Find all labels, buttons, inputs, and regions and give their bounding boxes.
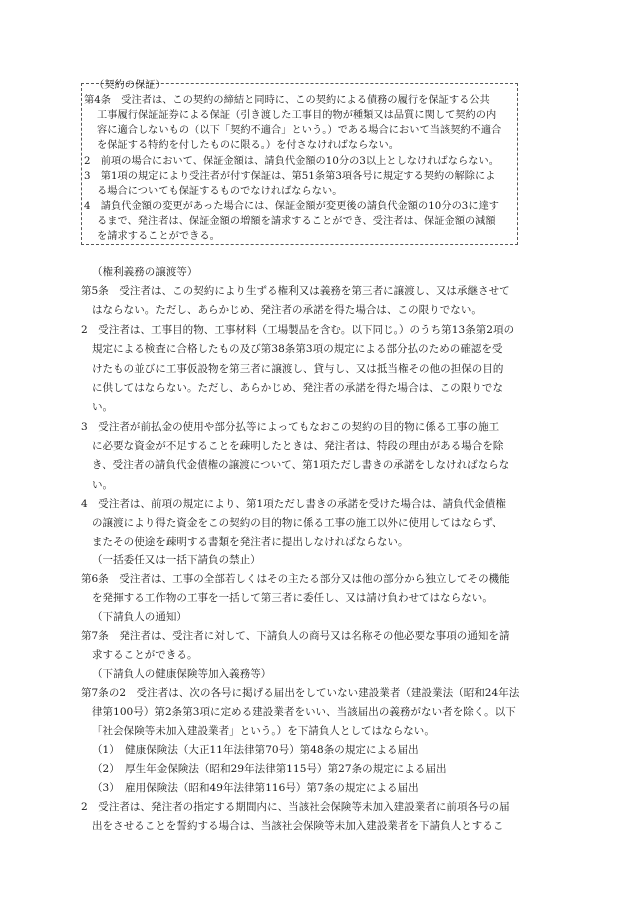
body-line: 「社会保険等未加入建設業者」という。）を下請負人としてはならない。 — [92, 725, 435, 737]
section-heading: （一括委任又は一括下請負の禁止） — [92, 554, 261, 566]
article-4-line: 3 第1項の規定により受注者が付す保証は、第51条第3項各号に規定する契約の解除によ — [84, 171, 496, 182]
article-4-line: る場合についても保証するものでなければならない。 — [97, 186, 343, 197]
body-line: き、受注者の請負代金債権の譲渡について、第1項ただし書きの承諾をしなければならな — [92, 459, 510, 471]
article-4-line: を保証する特約を付したものに限る。）を付さなければならない。 — [97, 140, 400, 151]
body-line: 求することができる。 — [92, 649, 198, 661]
body-line: 第5条 受注者は、この契約により生ずる権利又は義務を第三者に譲渡し、又は承継させて — [81, 285, 510, 297]
body-line: い。 — [92, 479, 114, 491]
body-line: またその使途を疎明する書類を発注者に提出しなければならない。 — [92, 536, 409, 548]
section-heading: （契約の保証） — [94, 80, 166, 91]
list-item: （2） 厚生年金保険法（昭和29年法律第115号）第27条の規定による届出 — [92, 763, 447, 775]
body-line: 第7条の2 受注者は、次の各号に掲げる届出をしていない建設業者（建設業法（昭和24年法 — [81, 687, 520, 699]
body-line: 律第100号）第2条第3項に定める建設業者をいい、当該届出の義務がない者を除く。以下 — [92, 706, 516, 718]
body-line: 4 受注者は、前項の規定により、第1項ただし書きの承諾を受けた場合は、請負代金債権 — [81, 498, 506, 510]
article-4-line: 第4条 受注者は、この契約の締結と同時に、この契約による債務の履行を保証する公共 — [84, 95, 490, 106]
body-line: 2 受注者は、発注者の指定する期間内に、当該社会保険等未加入建設業者に前項各号の届 — [81, 801, 510, 813]
article-4-line: るまで、発注者は、保証金額の増額を請求することができ、受注者は、保証金額の減額 — [97, 216, 496, 227]
body-line: に必要な資金が不足することを疎明したときは、発注者は、特段の理由がある場合を除 — [92, 440, 504, 452]
list-item: （3） 雇用保険法（昭和49年法律第116号）第7条の規定による届出 — [92, 782, 419, 794]
body-line: けたもの並びに工事仮設物を第三者に譲渡し、貸与し、又は抵当権その他の担保の目的 — [92, 363, 504, 375]
section-heading: （権利義務の譲渡等） — [92, 266, 198, 278]
body-line: に供してはならない。ただし、あらかじめ、発注者の承諾を得た場合は、この限りでな — [92, 382, 504, 394]
body-line: 第6条 受注者は、工事の全部若しくはその主たる部分又は他の部分から独立してその機能 — [81, 573, 510, 585]
body-line: 2 受注者は、工事目的物、工事材料（工場製品を含む。以下同じ。）のうち第13条第2項の — [81, 324, 515, 336]
body-line: 3 受注者が前払金の使用や部分払等によってもなおこの契約の目的物に係る工事の施工 — [81, 421, 500, 433]
section-heading: （下請負人の健康保険等加入義務等） — [92, 668, 272, 680]
section-heading: （下請負人の通知） — [92, 611, 187, 623]
body-line: い。 — [92, 401, 114, 413]
article-4-line: を請求することができる。 — [97, 231, 220, 242]
article-4-line: 4 請負代金額の変更があった場合には、保証金額が変更後の請負代金額の10分の3に達す — [84, 201, 500, 212]
article-4-line: 工事履行保証証券による保証（引き渡した工事目的物が種類又は品質に関して契約の内 — [97, 110, 497, 121]
article-4-line: 容に適合しないもの（以下「契約不適合」という。）である場合において当該契約不適合 — [97, 125, 502, 136]
list-item: （1） 健康保険法（大正11年法律第70号）第48条の規定による届出 — [92, 744, 419, 756]
body-line: を発揮する工作物の工事を一括して第三者に委任し、又は請け負わせてはならない。 — [92, 592, 493, 604]
article-4-line: 2 前項の場合において、保証金額は、請負代金額の10分の3以上としなければならない。 — [84, 156, 499, 167]
body-line: はならない。ただし、あらかじめ、発注者の承諾を得た場合は、この限りでない。 — [92, 304, 482, 316]
body-line: 第7条 発注者は、受注者に対して、下請負人の商号又は名称その他必要な事項の通知を請 — [81, 630, 510, 642]
body-line: の譲渡により得た資金をこの契約の目的物に係る工事の施工以外に使用してはならず、 — [92, 517, 503, 529]
body-line: 規定による検査に合格したもの及び第38条第3項の規定による部分払のための確認を受 — [92, 343, 503, 355]
body-line: 出をさせることを誓約する場合は、当該社会保険等未加入建設業者を下請負人とするこ — [92, 820, 504, 832]
